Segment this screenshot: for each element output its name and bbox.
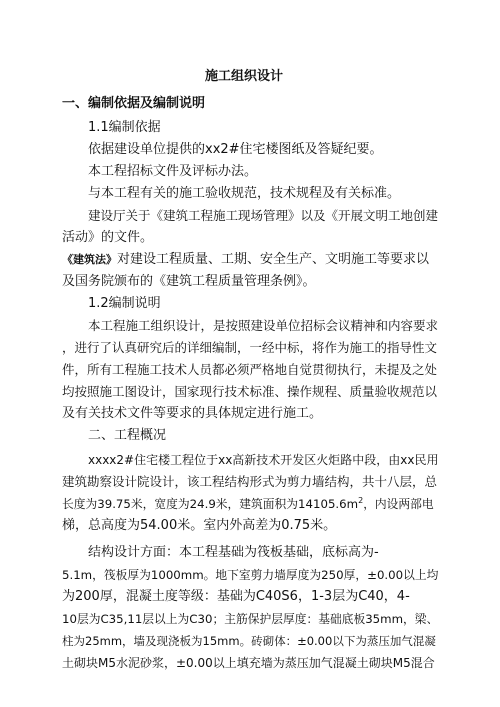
paragraph-line: 建设厅关于《建筑工程施工现场管理》以及《开展文明工地创建 <box>88 208 439 223</box>
paragraph-line: 建筑勘察设计院设计，该工程结构形式为剪力墙结构，共十八层，总 <box>62 474 438 489</box>
paragraph-line: 结构设计方面：本工程基础为筏板基础，底标高为- <box>88 545 379 560</box>
paragraph-line: ，进行了认真研究后的详细编制，一经中标，将作为施工的指导性文 <box>62 340 438 355</box>
subsection-heading-1-2: 1.2编制说明 <box>88 296 161 311</box>
paragraph-line: 本工程施工组织设计，是按照建设单位招标会议精神和内容要求 <box>88 318 439 333</box>
subsection-heading-1-1: 1.1编制依据 <box>88 120 161 135</box>
paragraph-line: 土砌块M5水泥砂浆，±0.00以上填充墙为蒸压加气混凝土砌块M5混合 <box>62 656 435 670</box>
paragraph-line: 5.1m，筏板厚为1000mm。地下室剪力墙厚度为250厚，±0.00以上均 <box>62 568 439 582</box>
paragraph-line: 活动》的文件。 <box>62 230 154 245</box>
paragraph-line: 与本工程有关的施工验收规范，技术规程及有关标准。 <box>88 186 401 201</box>
paragraph-line: 及有关技术文件等要求的具体规定进行施工。 <box>62 406 323 421</box>
paragraph-line: 均按照施工图设计，国家现行技术标准、操作规程、质量验收规范以 <box>62 384 438 399</box>
law-text: 对建设工程质量、工期、安全生产、文明施工等要求以 <box>117 252 430 267</box>
paragraph-line: 依据建设单位提供的xx2#住宅楼图纸及答疑纪要。 <box>88 142 383 157</box>
area-text: 长度为39.75米，宽度为24.9米，建筑面积为14105.6m <box>62 497 359 511</box>
paragraph-line: 及国务院颁布的《建筑工程质量管理条例》。 <box>62 274 316 289</box>
section-heading-1: 一、编制依据及编制说明 <box>62 96 206 111</box>
area-text-tail: ，内设两部电 <box>363 497 434 511</box>
law-name-bold: 《建筑法》 <box>62 253 117 266</box>
paragraph-line: 柱为25mm，墙及现浇板为15mm。砖砌体：±0.00以下为蒸压加气混凝 <box>62 634 436 648</box>
paragraph-line-area <box>62 496 434 512</box>
paragraph-line: 本工程招标文件及评标办法。 <box>88 164 258 179</box>
paragraph-line: 为200厚，混凝土度等级：基础为C40S6，1-3层为C40，4- <box>62 589 410 604</box>
area-superscript: 2 <box>358 496 364 506</box>
paragraph-line: 10层为C35,11层以上为C30；主筋保护层厚度：基础底板35mm，梁、 <box>62 612 439 626</box>
paragraph-line: 件，所有工程施工技术人员都必须严格地自觉贯彻执行，未提及之处 <box>62 362 438 377</box>
paragraph-line: xxxx2#住宅楼工程位于xx高新技术开发区火炬路中段，由xx民用 <box>88 453 439 467</box>
document-title: 施工组织设计 <box>205 69 284 84</box>
section-heading-2: 二、工程概况 <box>88 428 167 443</box>
paragraph-line: 梯，总高度为54.00米。室内外高差为0.75米。 <box>62 518 337 533</box>
paragraph-line-law <box>62 252 429 268</box>
